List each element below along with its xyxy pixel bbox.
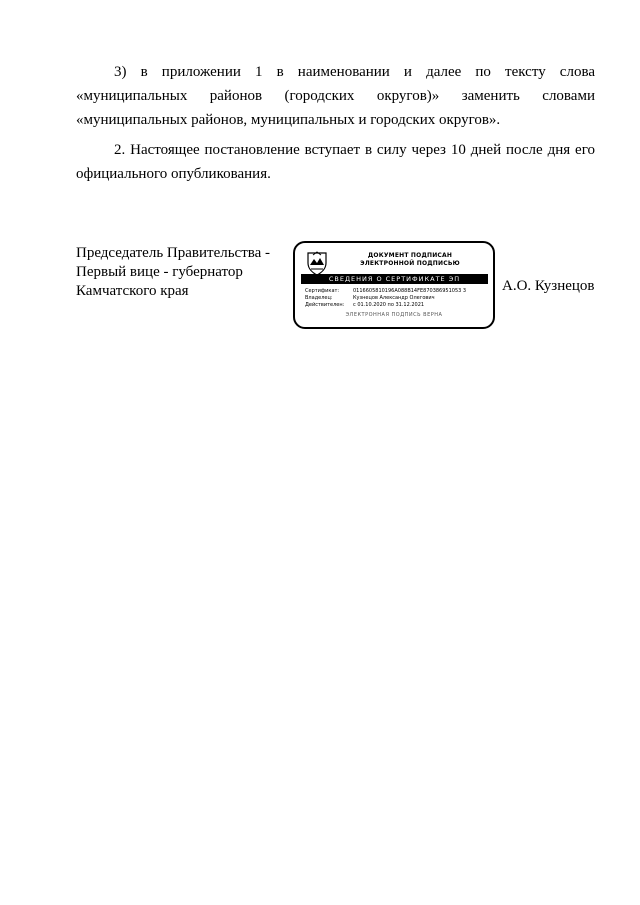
stamp-header-line-1: ДОКУМЕНТ ПОДПИСАН bbox=[367, 252, 453, 259]
stamp-header-line-2: ЭЛЕКТРОННОЙ ПОДПИСЬЮ bbox=[360, 260, 460, 267]
valid-label: Действителен: bbox=[305, 302, 345, 308]
stamp-header bbox=[335, 252, 485, 268]
position-line-1: Председатель Правительства - bbox=[76, 245, 271, 261]
item3-line-1: 3) в приложении 1 в наименовании и далее по тексту слова bbox=[114, 64, 595, 80]
stamp-footer: ЭЛЕКТРОННАЯ ПОДПИСЬ ВЕРНА bbox=[345, 312, 443, 318]
stamp-validity-row bbox=[305, 302, 424, 309]
owner-label: Владелец: bbox=[305, 295, 333, 301]
item3-line-3: «муниципальных районов, муниципальных и городских округов». bbox=[76, 112, 501, 128]
paragraph-item-3 bbox=[76, 60, 595, 132]
signatory-position bbox=[76, 244, 270, 301]
electronic-signature-stamp bbox=[293, 241, 495, 329]
stamp-owner-row bbox=[305, 295, 435, 302]
stamp-certificate-row bbox=[305, 288, 466, 295]
certificate-value: 0116605810196A088B14FE870386951053 3 bbox=[353, 288, 467, 294]
certificate-label: Сертификат: bbox=[305, 288, 340, 294]
owner-value: Кузнецов Александр Олегович bbox=[353, 295, 435, 301]
coat-of-arms-icon bbox=[305, 250, 329, 276]
position-line-2: Первый вице - губернатор bbox=[76, 264, 243, 280]
signatory-name: А.О. Кузнецов bbox=[502, 278, 595, 294]
position-line-3: Камчатского края bbox=[76, 283, 189, 299]
item3-line-2: «муниципальных районов (городских округов)» заменить словами bbox=[76, 88, 595, 104]
paragraph-item-2: 2. Настоящее постановление вступает в силу через 10 дней после дня его официального опубликования. bbox=[76, 142, 595, 182]
stamp-title: СВЕДЕНИЯ О СЕРТИФИКАТЕ ЭП bbox=[301, 274, 488, 284]
valid-value: с 01.10.2020 по 31.12.2021 bbox=[353, 302, 425, 308]
